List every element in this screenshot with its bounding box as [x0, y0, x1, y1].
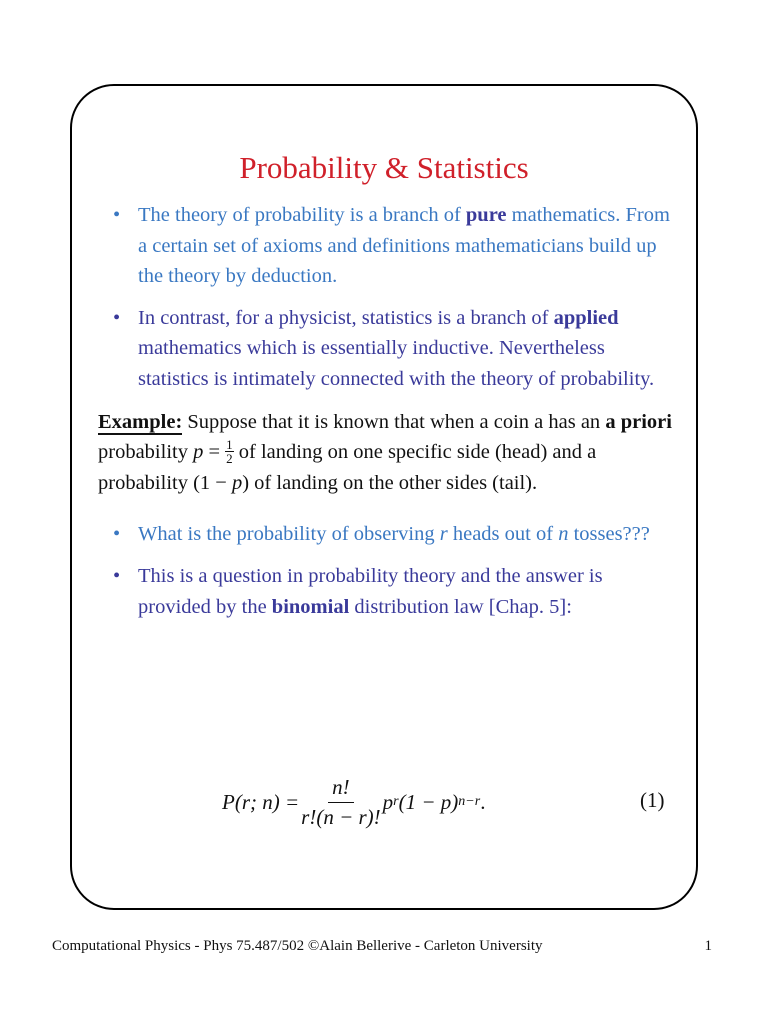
example-paragraph: [98, 407, 672, 499]
bullet-text: What is the probability of observing: [138, 522, 440, 545]
example-label: Example:: [98, 410, 183, 433]
equation-lhs: P(r; n) =: [222, 789, 300, 814]
bullet-dot-icon: •: [113, 306, 121, 329]
bullet-text: distribution law [Chap. 5]:: [349, 596, 572, 619]
equation-body: [222, 770, 485, 834]
bullet-text: mathematics. From a certain set of axioms and definitions mathematicians build up the theory by deduction.: [138, 204, 670, 288]
exponent-r: r: [393, 794, 399, 809]
bullet-text: mathematics which is essentially inductive. Nevertheless statistics is intimately connected with the theory of probability.: [138, 337, 655, 390]
example-text: of landing on one specific side (head) and a probability (1 −: [98, 441, 597, 494]
slide-content: [98, 200, 672, 623]
example-text: ) of landing on the other sides (tail).: [242, 471, 538, 494]
binomial-equation: [0, 770, 768, 840]
bullet-dot-icon: •: [113, 204, 121, 226]
bullet-question: [98, 519, 672, 550]
math-var-p: p: [231, 471, 243, 494]
fraction-denominator: 2: [226, 450, 233, 466]
bullet-text: This is a question in probability theory and the answer is provided by the: [138, 565, 603, 619]
bullet-text: tosses???: [568, 522, 650, 545]
math-var-r: r: [439, 522, 448, 545]
bullet-dot-icon: •: [113, 522, 121, 545]
math-var-p: p: [382, 789, 394, 814]
bullet-applied-math: [98, 303, 672, 395]
fraction-denominator: r!(n − r)!: [301, 804, 381, 829]
math-equals: =: [203, 441, 226, 464]
example-emphasis: a priori: [605, 410, 672, 433]
exponent-n-minus-r: n−r: [458, 794, 481, 809]
page-number: 1: [704, 938, 712, 954]
bullet-pure-math: [98, 200, 672, 292]
bullet-dot-icon: •: [113, 565, 121, 588]
example-text: probability: [98, 441, 194, 464]
fraction-numerator: n!: [328, 775, 354, 803]
bullet-emphasis: applied: [553, 306, 619, 329]
bullet-emphasis: pure: [465, 204, 507, 226]
equation-term: (1 − p): [398, 789, 459, 814]
bullet-text: heads out of: [447, 522, 559, 545]
equation-number: (1): [640, 788, 665, 812]
example-text: Suppose that it is known that when a coin a has an: [182, 410, 606, 433]
footer-text: Computational Physics - Phys 75.487/502 ©Alain Bellerive - Carleton University: [52, 938, 543, 954]
equation-end: .: [480, 789, 486, 814]
bullet-text: The theory of probability is a branch of: [138, 204, 466, 226]
equation-fraction: [301, 775, 381, 830]
slide-title: Probability & Statistics: [239, 150, 529, 185]
math-fraction-half: [225, 438, 234, 465]
math-var-p: p: [193, 441, 204, 464]
bullet-text: In contrast, for a physicist, statistics is a branch of: [138, 306, 554, 329]
footer: [52, 938, 716, 955]
bullet-binomial: [98, 561, 672, 622]
math-var-n: n: [558, 522, 569, 545]
bullet-emphasis: binomial: [271, 596, 350, 619]
fraction-numerator: 1: [226, 436, 233, 452]
